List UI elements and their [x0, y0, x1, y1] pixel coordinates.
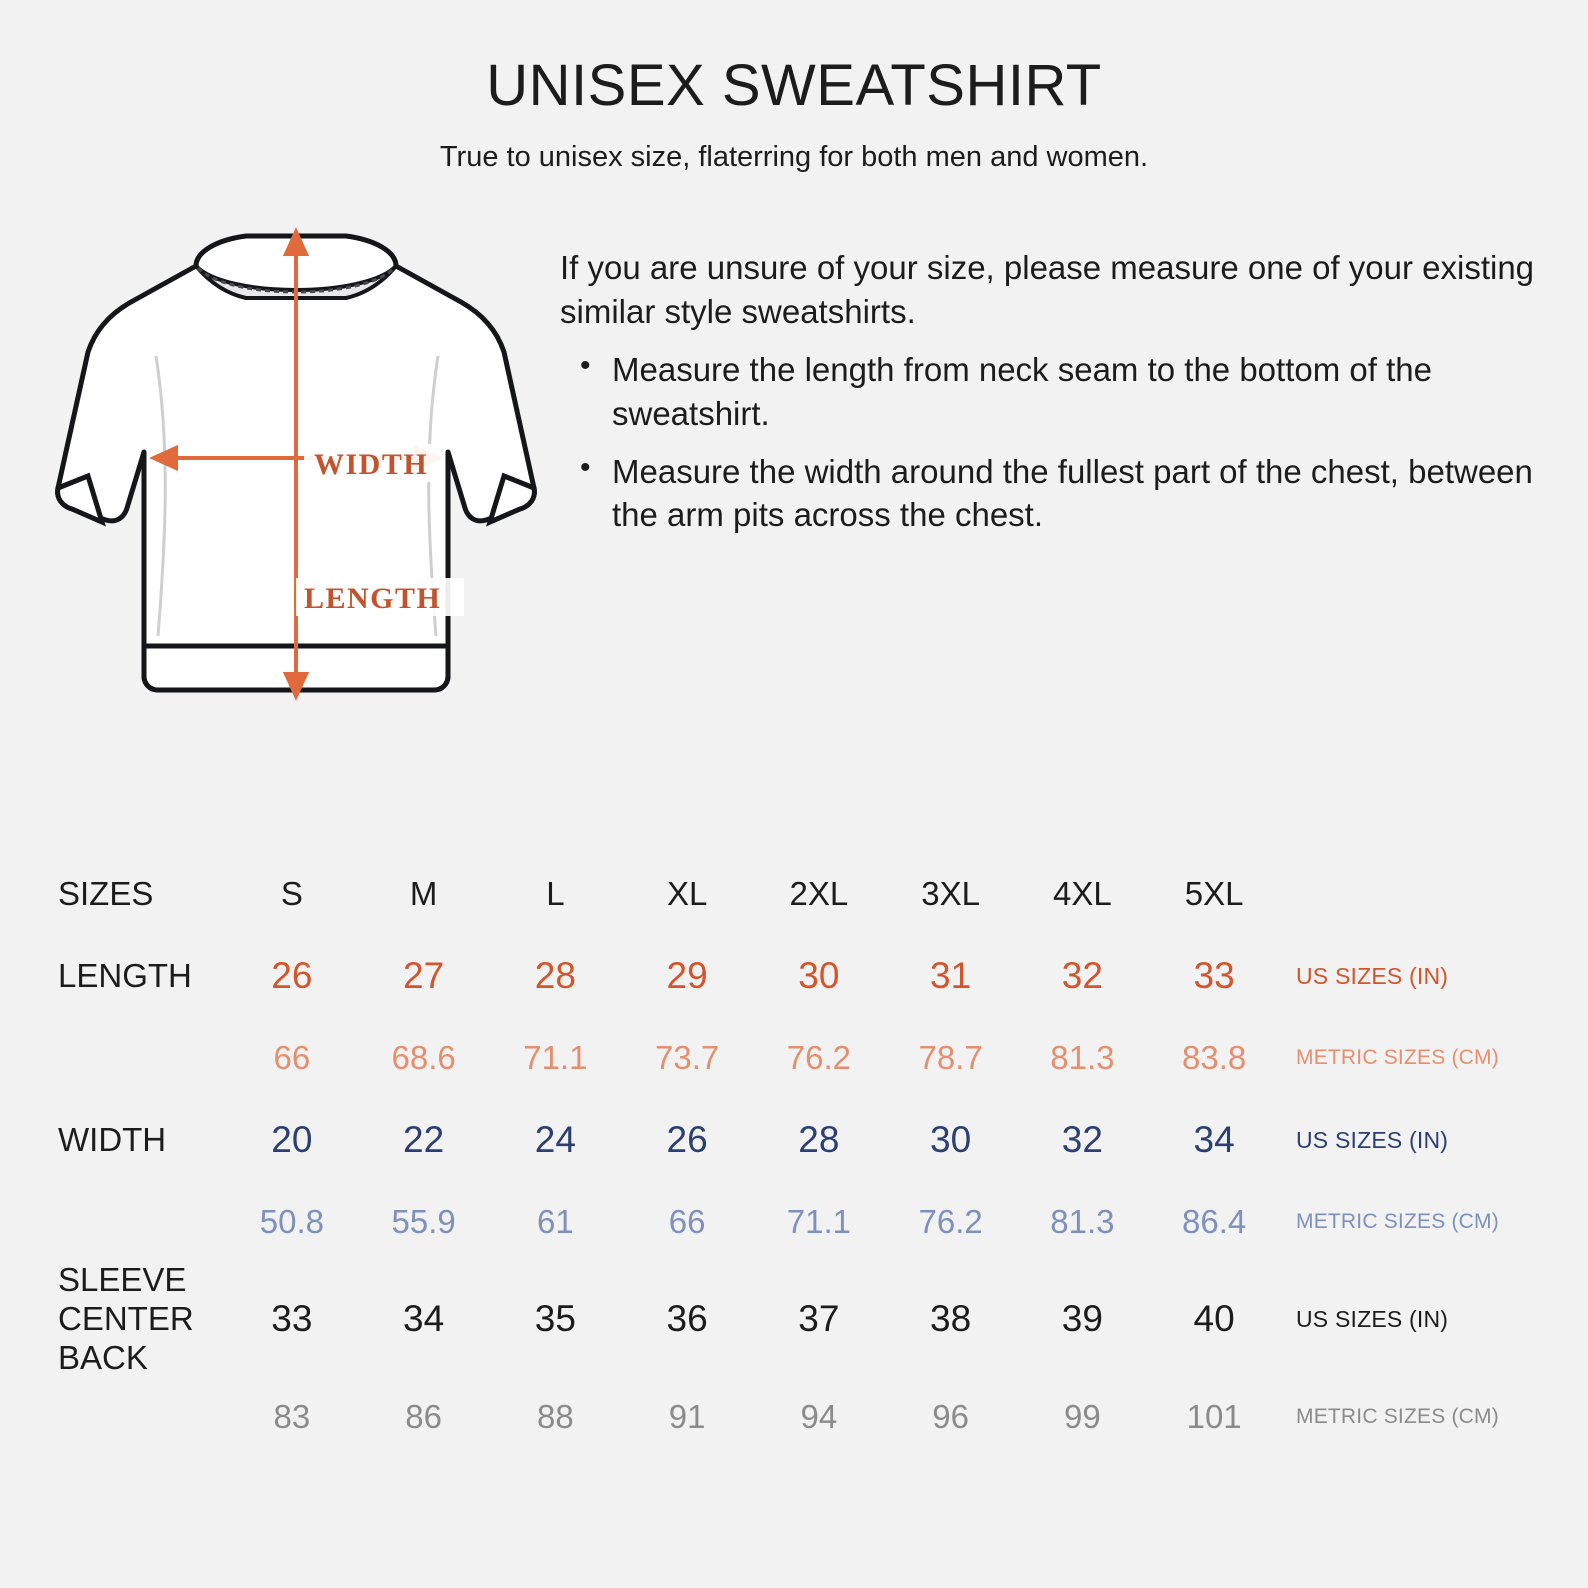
size-table-wrapper — [0, 855, 1588, 1456]
row-length-us — [58, 933, 1530, 1019]
length-us-3xl: 31 — [930, 955, 972, 996]
width-metric-unit: METRIC SIZES (CM) — [1296, 1210, 1499, 1233]
sleeve-us-2xl: 37 — [798, 1298, 840, 1340]
length-cm-s: 66 — [273, 1039, 311, 1076]
sweatshirt-diagram-svg — [46, 206, 546, 706]
sleeve-us-unit: US SIZES (IN) — [1296, 1305, 1449, 1332]
sweatshirt-illustration — [46, 196, 546, 711]
length-us-xl: 29 — [666, 955, 708, 996]
sleeve-cm-m: 86 — [405, 1397, 442, 1435]
row-label-width-metric-blank — [58, 1183, 226, 1261]
width-cm-2xl: 71.1 — [786, 1203, 851, 1240]
length-us-m: 27 — [403, 955, 445, 996]
width-cm-m: 55.9 — [391, 1203, 456, 1240]
sleeve-cm-3xl: 96 — [932, 1397, 969, 1435]
sleeve-cm-4xl: 99 — [1064, 1397, 1101, 1435]
length-cm-3xl: 78.7 — [918, 1039, 983, 1076]
width-us-unit: US SIZES (IN) — [1296, 1126, 1449, 1153]
length-us-l: 28 — [534, 955, 576, 996]
sleeve-us-4xl: 39 — [1061, 1298, 1103, 1340]
width-us-2xl: 28 — [798, 1119, 840, 1160]
header-size-3xl: 3XL — [921, 875, 980, 912]
row-length-metric — [58, 1019, 1530, 1097]
length-label: LENGTH — [304, 582, 442, 615]
header-sizes-label: SIZES — [58, 874, 154, 912]
width-cm-l: 61 — [537, 1203, 574, 1240]
instructions-bullet-1: • Measure the length from neck seam to the bottom of the sweatshirt. — [612, 348, 1542, 436]
row-label-sleeve — [58, 1261, 226, 1378]
header-size-5xl: 5XL — [1184, 875, 1244, 912]
instructions-lead: If you are unsure of your size, please measure one of your existing similar style sweatshirts. — [560, 249, 1535, 330]
length-us-4xl: 32 — [1061, 955, 1103, 996]
width-cm-xl: 66 — [668, 1203, 706, 1240]
table-header-row — [58, 855, 1530, 933]
row-label-sleeve-metric-blank — [58, 1378, 226, 1456]
sleeve-cm-l: 88 — [537, 1397, 574, 1435]
page-subtitle: True to unisex size, flaterring for both men and women. — [439, 141, 1149, 173]
width-cm-4xl: 81.3 — [1050, 1203, 1115, 1240]
sleeve-us-s: 33 — [271, 1298, 313, 1340]
length-metric-unit: METRIC SIZES (CM) — [1296, 1046, 1499, 1069]
row-label-width: WIDTH — [58, 1120, 167, 1158]
top-section — [0, 174, 1588, 711]
length-cm-2xl: 76.2 — [786, 1039, 851, 1076]
page-title: UNISEX SWEATSHIRT — [486, 53, 1102, 118]
sleeve-us-l: 35 — [534, 1298, 576, 1340]
width-us-5xl: 34 — [1193, 1119, 1235, 1160]
header-size-2xl: 2XL — [789, 875, 849, 912]
width-us-s: 20 — [271, 1119, 313, 1160]
sleeve-cm-2xl: 94 — [800, 1397, 838, 1435]
width-label: WIDTH — [314, 448, 429, 481]
length-us-s: 26 — [271, 955, 313, 996]
row-width-us — [58, 1097, 1530, 1183]
sleeve-metric-unit: METRIC SIZES (CM) — [1296, 1404, 1499, 1428]
length-us-5xl: 33 — [1193, 955, 1235, 996]
length-us-unit: US SIZES (IN) — [1296, 962, 1449, 989]
size-table — [58, 855, 1530, 1456]
header-size-l: L — [546, 875, 565, 912]
row-label-length-metric-blank — [58, 1019, 226, 1097]
row-label-sleeve-line2: CENTER — [58, 1299, 194, 1337]
row-sleeve-metric — [58, 1378, 1530, 1456]
header-size-xl: XL — [666, 875, 708, 912]
header-size-s: S — [280, 875, 303, 912]
sleeve-us-5xl: 40 — [1193, 1298, 1235, 1340]
sleeve-us-m: 34 — [403, 1298, 445, 1340]
row-label-sleeve-line3: BACK — [58, 1338, 148, 1376]
header-size-4xl: 4XL — [1053, 875, 1112, 912]
width-cm-5xl: 86.4 — [1182, 1203, 1247, 1240]
length-cm-l: 71.1 — [523, 1039, 588, 1076]
sleeve-cm-5xl: 101 — [1186, 1397, 1242, 1435]
row-sleeve-us — [58, 1261, 1530, 1378]
instructions-block — [546, 196, 1542, 551]
row-width-metric — [58, 1183, 1530, 1261]
length-us-2xl: 30 — [798, 955, 840, 996]
width-us-3xl: 30 — [930, 1119, 972, 1160]
length-cm-xl: 73.7 — [655, 1039, 720, 1076]
width-us-xl: 26 — [666, 1119, 708, 1160]
length-cm-5xl: 83.8 — [1182, 1039, 1247, 1076]
sleeve-cm-xl: 91 — [668, 1397, 706, 1435]
width-cm-3xl: 76.2 — [918, 1203, 983, 1240]
header-unit-blank — [1280, 855, 1530, 933]
instructions-bullet-2: • Measure the width around the fullest part of the chest, between the arm pits across the chest. — [612, 450, 1542, 538]
width-us-m: 22 — [403, 1119, 445, 1160]
row-label-sleeve-line1: SLEEVE — [58, 1261, 187, 1298]
width-us-4xl: 32 — [1061, 1119, 1103, 1160]
length-cm-4xl: 81.3 — [1050, 1039, 1115, 1076]
length-cm-m: 68.6 — [391, 1039, 456, 1076]
sleeve-cm-s: 83 — [273, 1397, 311, 1435]
width-us-l: 24 — [534, 1119, 576, 1160]
sleeve-us-xl: 36 — [666, 1298, 708, 1340]
row-label-length: LENGTH — [58, 956, 192, 994]
sleeve-us-3xl: 38 — [930, 1298, 972, 1340]
width-cm-s: 50.8 — [259, 1203, 324, 1240]
instructions-bullet-list — [560, 348, 1542, 538]
header-size-m: M — [409, 875, 438, 912]
